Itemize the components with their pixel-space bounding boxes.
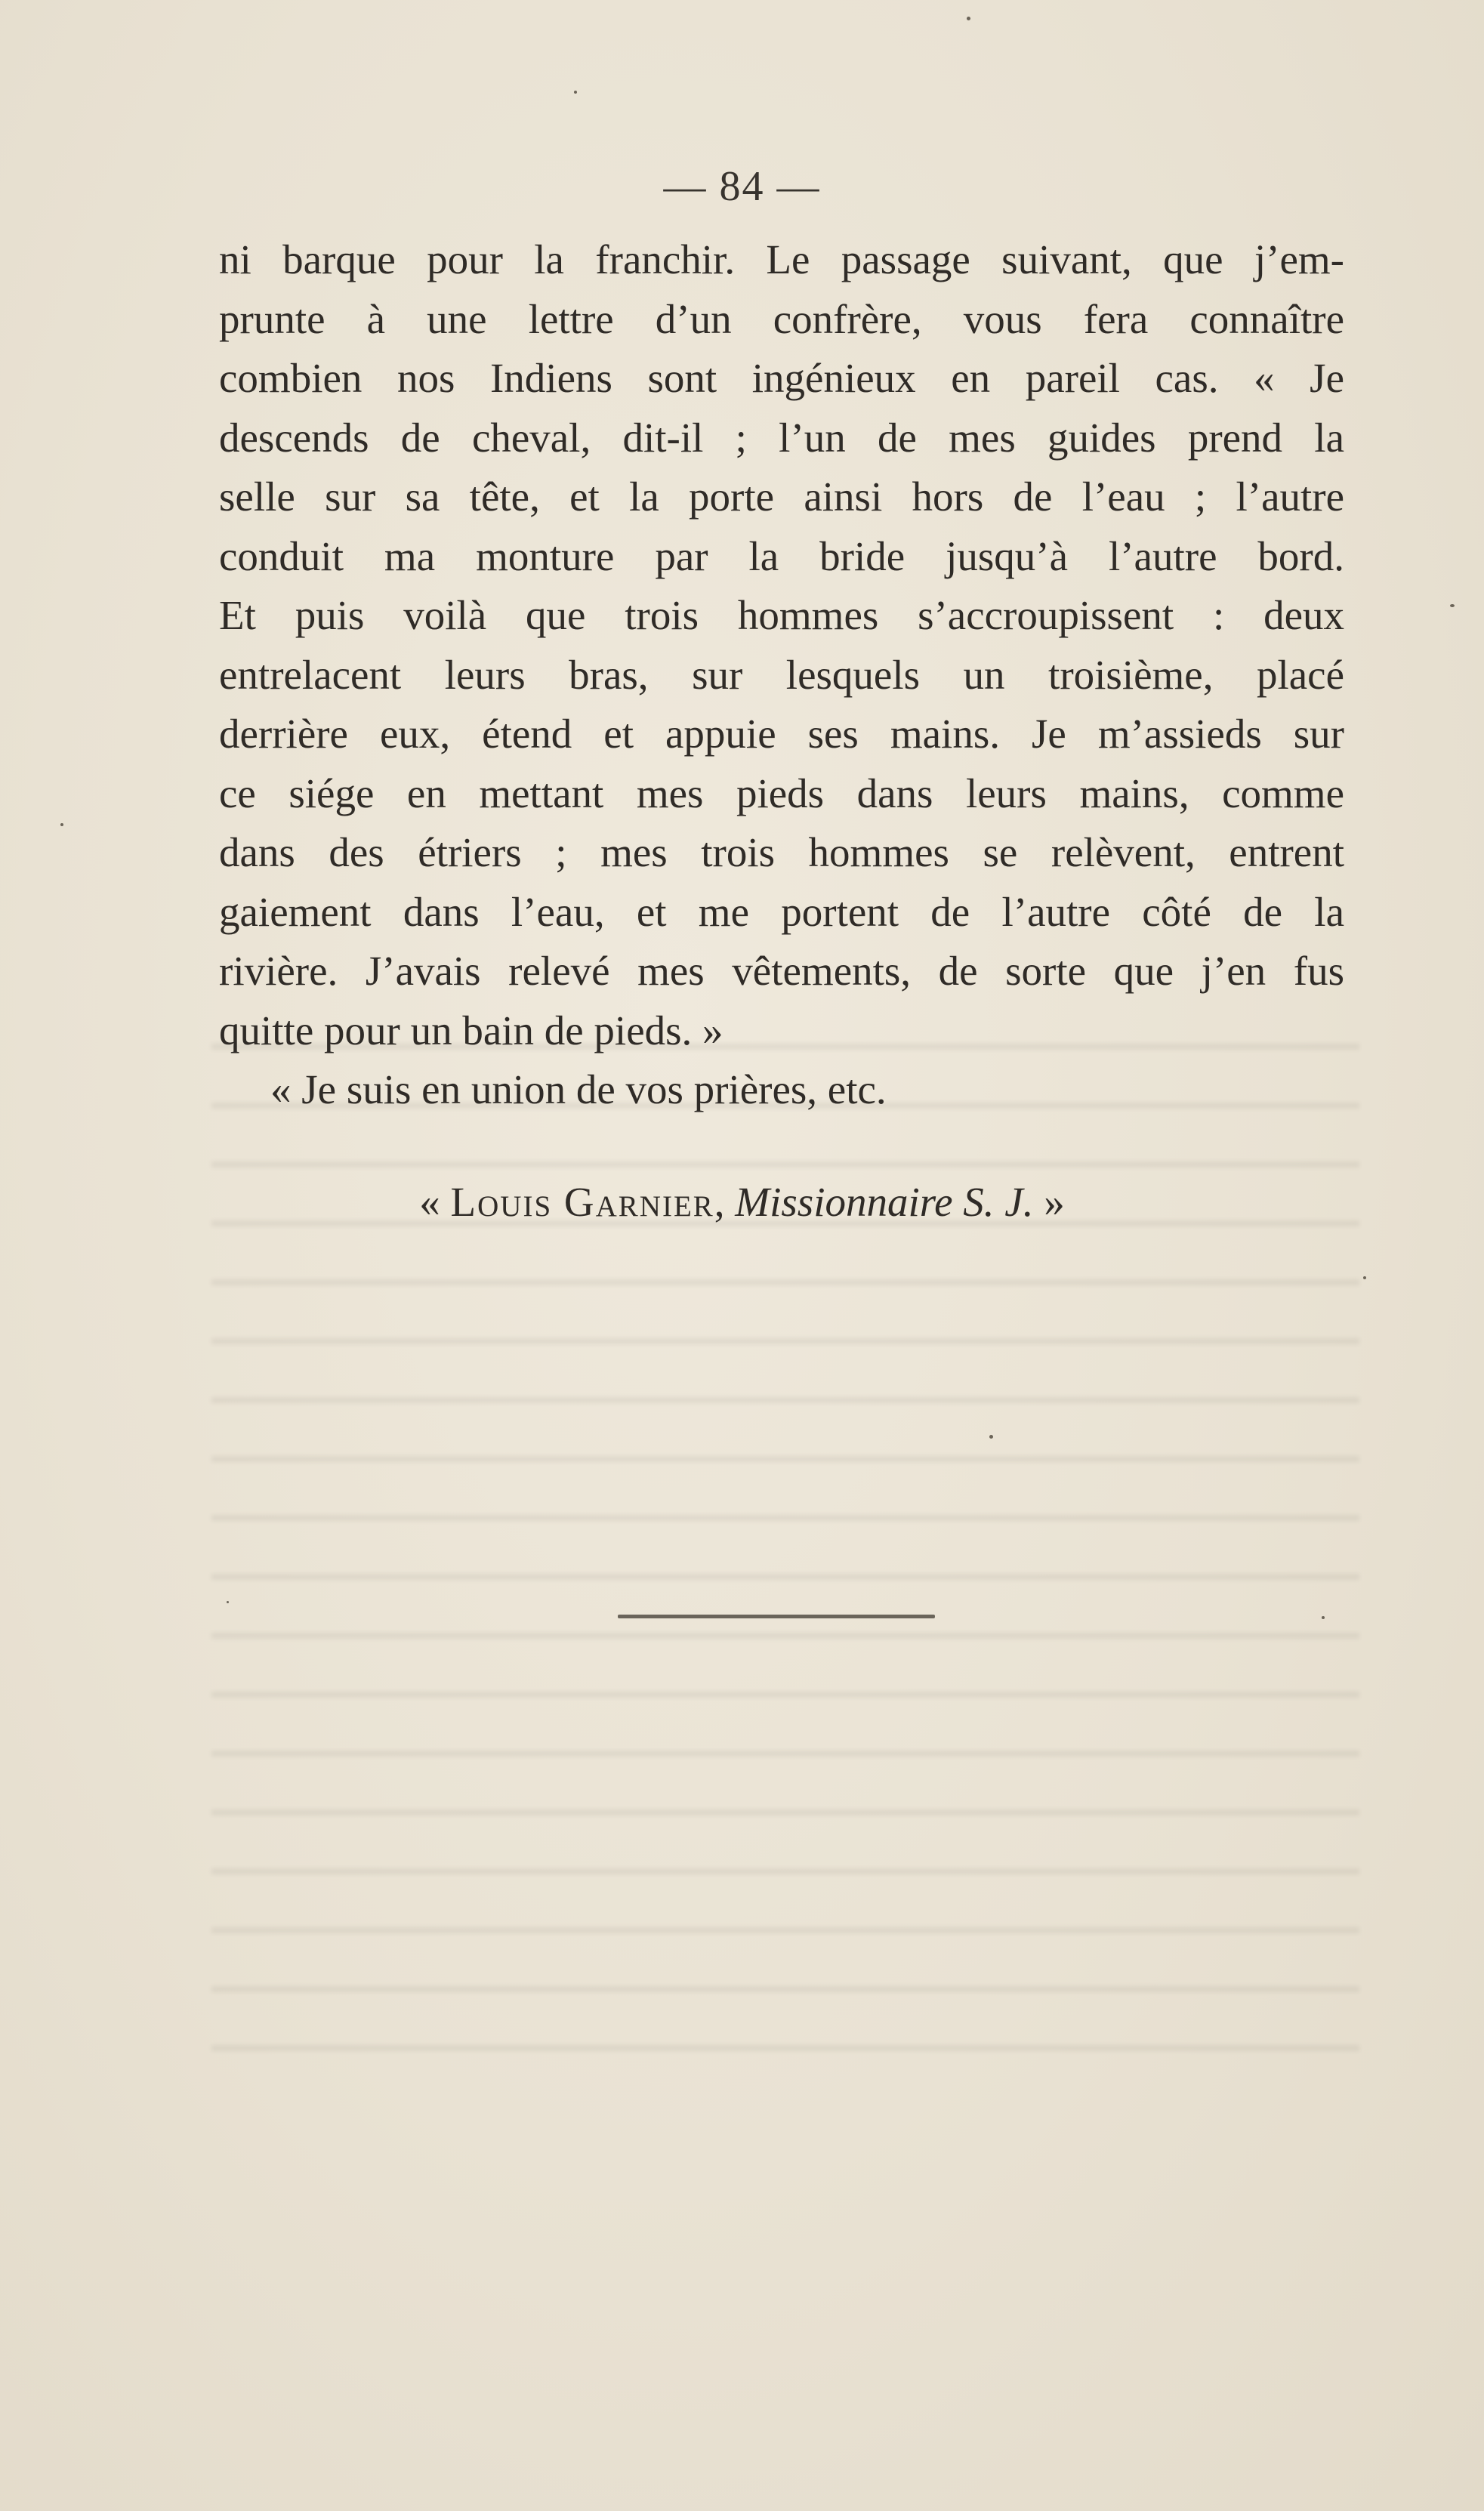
signature-open-quote: « [419,1179,451,1225]
text-line: descends de cheval, dit-il ; l’un de mes guides prend la [219,414,1344,461]
text-line: Et puis voilà que trois hommes s’accroupissent : deux [219,592,1344,638]
body-text [219,230,1344,1120]
paper-speck [989,1435,993,1439]
end-rule [618,1615,935,1618]
text-line: conduit ma monture par la bride jusqu’à l’autre bord. [219,532,1344,579]
page-number: — 84 — [663,163,821,210]
show-through-texture [211,1004,1359,2062]
signature-separator: , [714,1179,736,1225]
signature-close-quote: » [1033,1179,1065,1225]
paper-speck [60,823,63,826]
text-line: rivière. J’avais relevé mes vêtements, de sorte que j’en fus [219,948,1344,994]
text-line: derrière eux, étend et appuie ses mains. Je m’assieds sur [219,711,1344,757]
signature [0,1178,1484,1226]
paper-speck [967,17,970,20]
text-line: ni barque pour la franchir. Le passage suivant, que j’em- [219,236,1344,282]
text-line: gaiement dans l’eau, et me portent de l’autre côté de la [219,888,1344,935]
paper-speck [1322,1616,1325,1619]
paper-speck [1450,604,1455,607]
signature-title: Missionnaire S. J. [735,1179,1034,1225]
text-line: selle sur sa tête, et la porte ainsi hors de l’eau ; l’autre [219,474,1344,520]
signature-name: Louis Garnier [450,1179,714,1225]
paper-speck [1363,1276,1366,1279]
paper-speck [227,1601,229,1603]
text-line: combien nos Indiens sont ingénieux en pareil cas. « Je [219,355,1344,401]
text-line: entrelacent leurs bras, sur lesquels un troisième, placé [219,651,1344,698]
paper-speck [574,91,577,94]
text-line: quitte pour un bain de pieds. » [219,1007,723,1053]
text-line: ce siége en mettant mes pieds dans leurs mains, comme [219,770,1344,816]
text-line: dans des étriers ; mes trois hommes se relèvent, entrent [219,829,1344,875]
text-line: prunte à une lettre d’un confrère, vous fera connaître [219,295,1344,342]
closing-line: « Je suis en union de vos prières, etc. [270,1066,887,1112]
